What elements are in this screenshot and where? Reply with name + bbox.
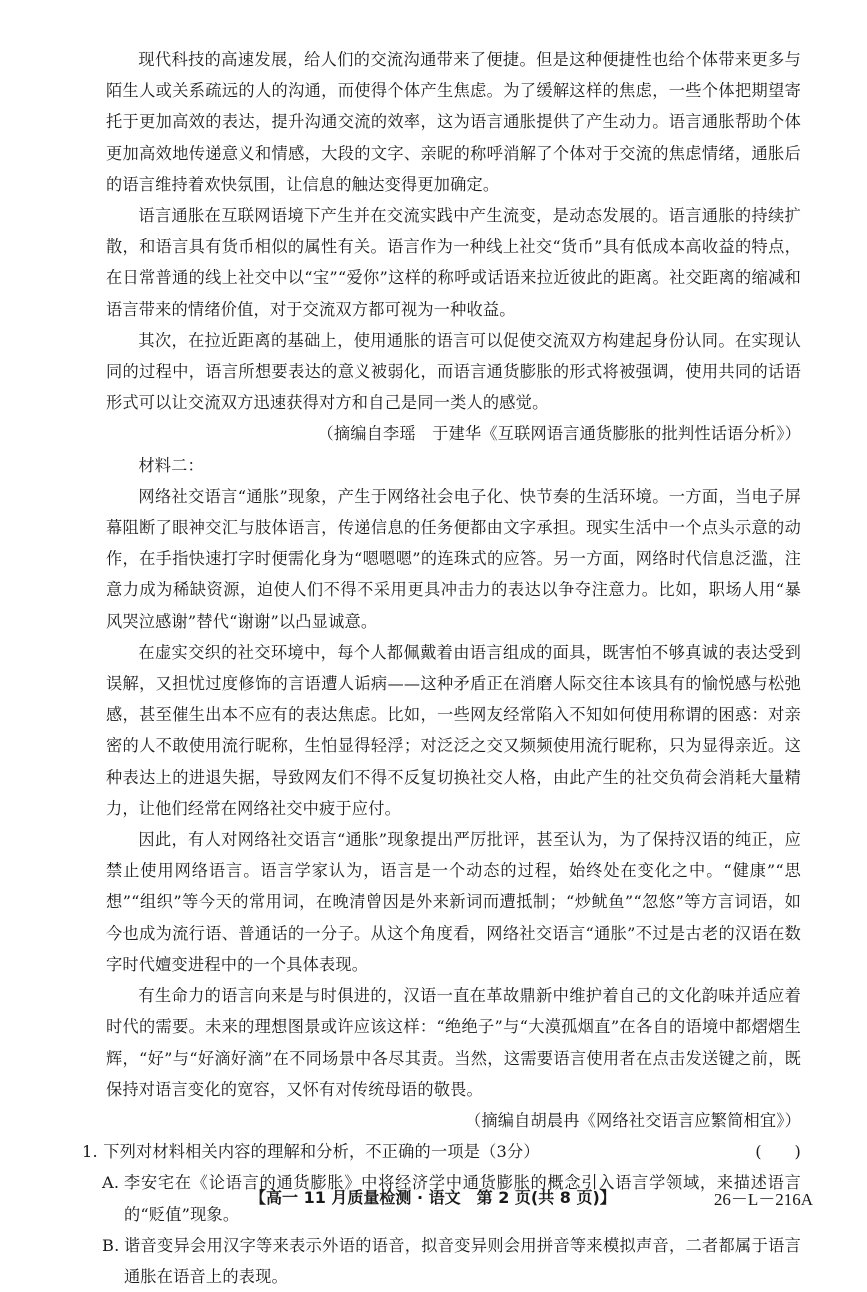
page-footer xyxy=(250,1185,813,1210)
paragraph: 因此，有人对网络社交语言“通胀”现象提出严厉批评，甚至认为，为了保持汉语的纯正，应禁止使用网络语言。语言学家认为，语言是一个动态的过程，始终处在变化之中。“健康”“思想”“组织”等今天的常用词，在晚清曾因是外来新词而遭抵制；“炒鱿鱼”“忽悠”等方言词语，如今也成为流行语、普通话的一分子。从这个角度看，网络社交语言“通胀”不过是古老的汉语在数字时代嬗变进程中的一个具体表现。 xyxy=(106,830,801,974)
source-citation: （摘编自李瑶 于建华《互联网语言通货膨胀的批判性话语分析》） xyxy=(317,424,801,444)
paragraph: 有生命力的语言向来是与时俱进的，汉语一直在革故鼎新中维护着自己的文化韵味并适应着时代的需要。未来的理想图景或许应该这样：“绝绝子”与“大漠孤烟直”在各自的语境中都熠熠生辉，“好”与“好滴好滴”在不同场景中各尽其责。当然，这需要语言使用者在点击发送键之前，既保持对语言变化的宽容，又怀有对传统母语的敬畏。 xyxy=(106,986,801,1099)
paragraph: 语言通胀在互联网语境下产生并在交流实践中产生流变，是动态发展的。语言通胀的持续扩散，和语言具有货币相似的属性有关。语言作为一种线上社交“货币”具有低成本高收益的特点，在日常普通的线上社交中以“宝”“爱你”这样的称呼或话语来拉近彼此的距离。社交距离的缩减和语言带来的情绪价值，对于交流双方都可视为一种收益。 xyxy=(106,206,801,319)
option-b[interactable] xyxy=(102,1230,801,1292)
source-citation: （摘编自胡晨冉《网络社交语言应繁简相宜》） xyxy=(464,1110,801,1130)
question-text: 1. 下列对材料相关内容的理解和分析，不正确的一项是（3分） xyxy=(82,1142,540,1162)
footer-title: 【高一 11 月质量检测 · 语文 第 2 页(共 8 页)】 xyxy=(250,1188,616,1207)
material-label: 材料二： xyxy=(138,455,204,475)
option-letter: B. xyxy=(102,1235,120,1255)
paragraph: 在虚实交织的社交环境中，每个人都佩戴着由语言组成的面具，既害怕不够真诚的表达受到误解，又担忧过度修饰的言语遭人诟病——这种矛盾正在消磨人际交往本该具有的愉悦感与松弛感，甚至催生出本不应有的表达焦虑。比如，一些网友经常陷入不知如何使用称谓的困惑：对亲密的人不敢使用流行昵称，生怕显得轻浮；对泛泛之交又频频使用流行昵称，只为显得亲近。这种表达上的进退失据，导致网友们不得不反复切换社交人格，由此产生的社交负荷会消耗大量精力，让他们经常在网络社交中疲于应付。 xyxy=(106,642,801,818)
question-stem xyxy=(82,1136,801,1167)
paragraph: 其次，在拉近距离的基础上，使用通胀的语言可以促使交流双方构建起身份认同。在实现认同的过程中，语言所想要表达的意义被弱化，而语言通货膨胀的形式将被强调，使用共同的话语形式可以让交流双方迅速获得对方和自己是同一类人的感觉。 xyxy=(106,330,801,413)
option-text: 谐音变异会用汉字等来表示外语的语音，拟音变异则会用拼音等来模拟声音，二者都属于语言通胀在语音上的表现。 xyxy=(124,1235,801,1286)
paper-code: 26－L－216A xyxy=(713,1190,813,1209)
paragraph: 网络社交语言“通胀”现象，产生于网络社会电子化、快节奏的生活环境。一方面，当电子屏幕阻断了眼神交汇与肢体语言，传递信息的任务便都由文字承担。现实生活中一个点头示意的动作，在手指快速打字时便需化身为“嗯嗯嗯”的连珠式的应答。另一方面，网络时代信息泛滥，注意力成为稀缺资源，迫使人们不得不采用更具冲击力的表达以争夺注意力。比如，职场人用“暴风哭泣感谢”替代“谢谢”以凸显诚意。 xyxy=(106,486,801,631)
paragraph: 现代科技的高速发展，给人们的交流沟通带来了便捷。但是这种便捷性也给个体带来更多与陌生人或关系疏远的人的沟通，而使得个体产生焦虑。为了缓解这样的焦虑，一些个体把期望寄托于更加高效的表达，提升沟通交流的效率，这为语言通胀提供了产生动力。语言通胀帮助个体更加高效地传递意义和情感，大段的文字、亲昵的称呼消解了个体对于交流的焦虑情绪，通胀后的语言维持着欢快氛围，让信息的触达变得更加确定。 xyxy=(106,50,801,194)
option-letter: A. xyxy=(102,1173,120,1193)
answer-blank[interactable]: ( ) xyxy=(755,1142,801,1162)
option-text: 李安宅在《论语言的通货膨胀》中将经济学中通货膨胀的概念引入语言学领域，来描述语言的“贬值”现象。 xyxy=(124,1173,801,1224)
